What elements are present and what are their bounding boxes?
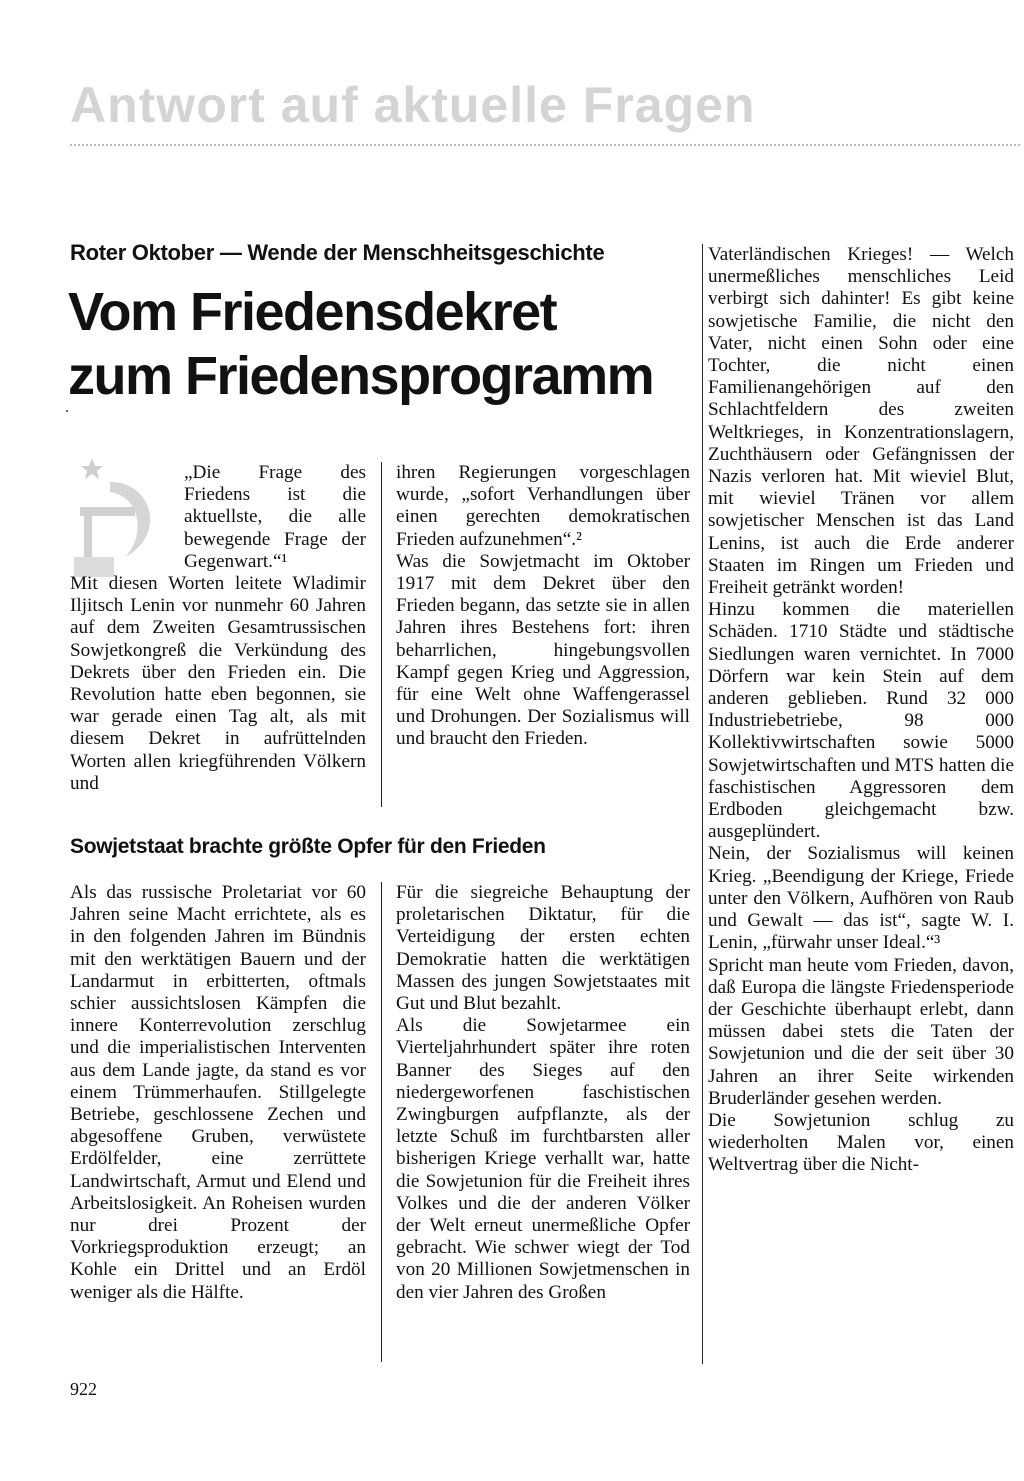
- section-subheading: Sowjetstaat brachte größte Opfer für den Frieden: [70, 835, 546, 858]
- paragraph: Was die Sowjetmacht im Oktober 1917 mit dem Dekret über den Frieden begann, das setzte sie in allen Jahren ihres Bestehens fort: ihren beharrlichen, hingebungsvollen Kampf gegen Krieg und Aggression, für eine Welt ohne Waffengerassel und Drohungen. Der Sozialismus will und braucht den Frieden.: [396, 550, 690, 750]
- column-1-top: [70, 462, 366, 795]
- paragraph: Mit diesen Worten leitete Wladimir Iljitsch Lenin vor nunmehr 60 Jahren auf dem Zweiten Gesamtrussischen Sowjetkongreß die Verkündung des Dekrets über den Frieden ein. Die Revolution hatte eben begonnen, sie war gerade einen Tag alt, als mit diesem Dekret in aufrüttelnden Worten allen kriegführenden Völkern und: [70, 573, 366, 794]
- paragraph: ihren Regierungen vorgeschlagen wurde, „sofort Verhandlungen über einen gerechten demokratischen Frieden aufzunehmen“.²: [396, 462, 690, 550]
- paragraph: Die Sowjetunion schlug zu wiederholten Malen vor, einen Weltvertrag über die Nicht-: [708, 1109, 1014, 1176]
- headline-line-1: Vom Friedensdekret: [68, 282, 557, 342]
- section-title: Antwort auf aktuelle Fragen: [70, 77, 756, 133]
- header-divider: [70, 144, 1020, 146]
- paragraph: Als das russische Proletariat vor 60 Jahren seine Macht errichtete, als es in den folgenden Jahren im Bündnis mit den werktätigen Bauern und der Landarmut in erbitterten, oftmals schier aussichtslosen Kämpfen die innere Konterrevolution zerschlug und die imperialistischen Interventen aus dem Lande jagte, da stand es vor einem Trümmerhaufen. Stillgelegte Betriebe, geschlossene Zechen und abgesoffene Gruben, verwüstete Erdölfelder, eine zerrüttete Landwirtschaft, Armut und Elend und Arbeitslosigkeit. An Roheisen wurden nur drei Prozent der Vorkriegsproduktion erzeugt; an Kohle ein Drittel und an Erdöl weniger als die Hälfte.: [70, 882, 366, 1303]
- column-divider: [381, 462, 382, 807]
- paragraph: Vaterländischen Krieges! — Welch unermeßliches menschliches Leid verbirgt sich dahinter! Es gibt keine sowjetische Familie, die nicht den Vater, nicht einen Sohn oder eine Tochter, die nicht einen Familienangehörigen auf den Schlachtfeldern des zweiten Weltkrieges, in Konzentrationslagern, Zuchthäusern oder Gefängnissen der Nazis verloren hat. Mit wieviel Blut, mit wieviel Tränen vor allem sowjetischer Menschen ist das Land Lenins, ist auch die Erde anderer Staaten im Ringen um Frieden und Freiheit getränkt worden!: [708, 244, 1014, 599]
- column-3: [708, 244, 1014, 1177]
- column-divider: [702, 244, 703, 1364]
- page-number: 922: [70, 1379, 97, 1399]
- column-2-top: [396, 462, 690, 751]
- paragraph: Spricht man heute vom Frieden, davon, daß Europa die längste Friedensperiode der Geschichte überhaupt erlebt, dann müssen dabei stets die Taten der Sowjetunion und die der seit über 30 Jahren an ihrer Seite wirkenden Bruderländer gesehen werden.: [708, 954, 1014, 1109]
- lead-quote: „Die Frage des Friedens ist die aktuellste, die alle bewegende Frage der Gegenwart.“¹: [184, 462, 366, 572]
- article-kicker: Roter Oktober — Wende der Menschheitsgeschichte: [70, 240, 605, 265]
- column-divider: [381, 882, 382, 1362]
- article-headline: [68, 280, 708, 408]
- headline-line-2: zum Friedensprogramm: [68, 346, 654, 406]
- column-2-bottom: [396, 882, 690, 1304]
- paragraph: Für die siegreiche Behauptung der proletarischen Diktatur, für die Verteidigung der ersten echten Demokratie hatten die werktätigen Massen des jungen Sowjetstaates mit Gut und Blut bezahlt.: [396, 882, 690, 1015]
- print-mark: [66, 410, 68, 412]
- paragraph: Nein, der Sozialismus will keinen Krieg. „Beendigung der Kriege, Friede unter den Völkern, Aufhören von Raub und Gewalt — das ist“, sagte W. I. Lenin, „fürwahr unser Ideal.“³: [708, 843, 1014, 954]
- paragraph: Hinzu kommen die materiellen Schäden. 1710 Städte und städtische Siedlungen waren vernichtet. In 7000 Dörfern war kein Stein auf dem anderen geblieben. Rund 32 000 Industriebetriebe, 98 000 Kollektivwirtschaften sowie 5000 Sowjetwirtschaften und MTS hatten die faschistischen Aggressoren dem Erdboden gleichgemacht bzw. ausgeplündert.: [708, 599, 1014, 843]
- column-1-bottom: [70, 882, 366, 1304]
- paragraph: Als die Sowjetarmee ein Vierteljahrhundert später ihre roten Banner des Sieges auf den niedergeworfenen faschistischen Zwingburgen aufpflanzte, als der letzte Schuß im furchtbarsten aller bisherigen Kriege verhallt war, hatte die Sowjetunion für die Freiheit ihres Volkes und die der anderen Völker der Welt erneut unermeßliche Opfer gebracht. Wie schwer wiegt der Tod von 20 Millionen Sowjetmenschen in den vier Jahren des Großen: [396, 1015, 690, 1303]
